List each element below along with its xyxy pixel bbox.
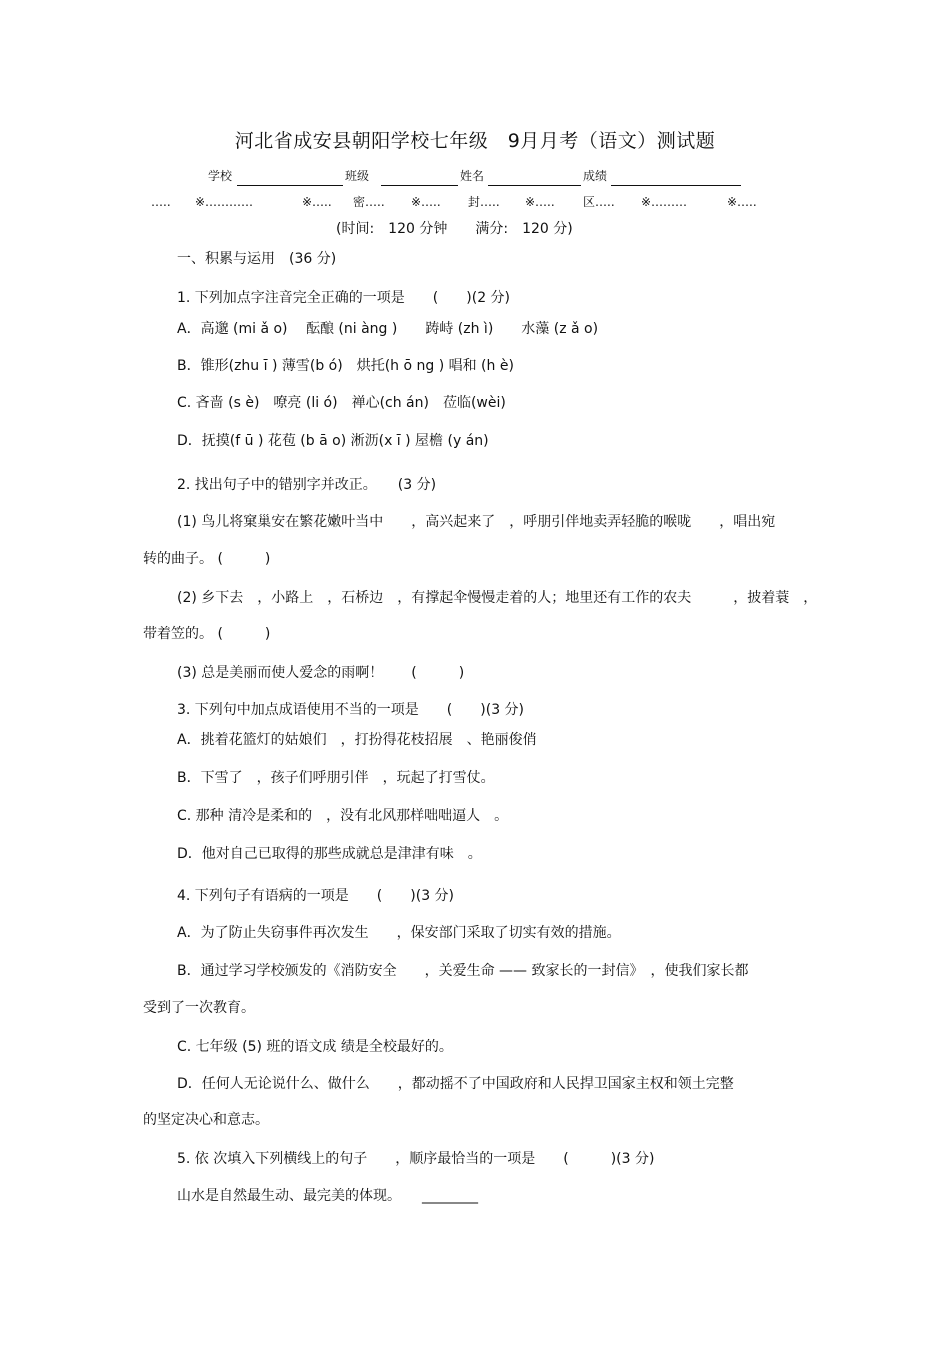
seal-mark: ….. [151, 195, 171, 209]
question-4-stem: 4. 下列句子有语病的一项是 ( )(3 分) [177, 888, 455, 904]
school-label: 学校 [208, 169, 233, 183]
seal-mark: ※….. [727, 195, 757, 209]
question-5-line-1: 山水是自然最生动、最完美的体现。 ________ [177, 1188, 478, 1204]
score-label: 成绩 [583, 169, 608, 183]
question-2-sentence-2: (2) 乡下去 ，小路上 ，石桥边 ，有撑起伞慢慢走着的人；地里还有工作的农夫 ，披着蓑 ， [177, 590, 818, 606]
question-1-stem: 1. 下列加点字注音完全正确的一项是 ( )(2 分) [177, 290, 511, 306]
question-3-option-b: B．下雪了 ，孩子们呼朋引伴 ，玩起了打雪仗。 [177, 770, 495, 786]
question-4-option-b: B．通过学习学校颁发的《消防安全 ，关爱生命 —— 致家长的一封信》 ，使我们家长都 [177, 963, 749, 979]
exam-meta: (时间: 120 分钟 满分: 120 分) [336, 221, 573, 237]
question-3-option-c: C. 那种 清冷是柔和的 ，没有北风那样咄咄逼人 。 [177, 808, 509, 824]
section-heading: 一、积累与运用 (36 分) [177, 251, 337, 267]
seal-mark: 区….. [583, 195, 615, 209]
question-4-option-a: A．为了防止失窃事件再次发生 ，保安部门采取了切实有效的措施。 [177, 925, 621, 941]
question-1-option-d: D．抚摸(f ū ) 花苞 (b ā o) 淅沥(x ī ) 屋檐 (y án) [177, 433, 489, 449]
question-1-option-c: C. 吝啬 (s è) 嘹亮 (li ó) 禅心(ch án) 莅临(wèi) [177, 395, 506, 411]
question-1-option-b: B．锥形(zhu ī ) 薄雪(b ó) 烘托(h ō ng ) 唱和 (h è) [177, 358, 514, 374]
class-field[interactable] [381, 185, 458, 186]
seal-mark: ※….. [411, 195, 441, 209]
question-1-option-a: A．高邈 (mi ǎ o) 酝酿 (ni àng ) 踌峙 (zh ì) 水藻 (z ǎ o) [177, 321, 599, 337]
page-title: 河北省成安县朝阳学校七年级 9月月考（语文）测试题 [234, 130, 716, 152]
question-2-sentence-2-cont: 带着笠的。 ( ) [143, 626, 271, 642]
question-4-option-d-cont: 的坚定决心和意志。 [143, 1112, 269, 1128]
seal-mark: ※….. [525, 195, 555, 209]
question-2-sentence-1: (1) 鸟儿将窠巢安在繁花嫩叶当中 ，高兴起来了 ，呼朋引伴地卖弄轻脆的喉咙 ，唱出宛 [177, 514, 776, 530]
score-field[interactable] [611, 185, 741, 186]
class-label: 班级 [345, 169, 370, 183]
question-3-option-d: D．他对自己已取得的那些成就总是津津有味 。 [177, 846, 482, 862]
question-4-option-d: D．任何人无论说什么、做什么 ，都动摇不了中国政府和人民捍卫国家主权和领土完整 [177, 1076, 734, 1092]
question-2-stem: 2. 找出句子中的错别字并改正。 (3 分) [177, 477, 437, 493]
question-5-stem: 5. 依 次填入下列横线上的句子 ，顺序最恰当的一项是 ( )(3 分) [177, 1151, 655, 1167]
seal-mark: ※….. [302, 195, 332, 209]
question-4-option-c: C. 七年级 (5) 班的语文成 绩是全校最好的。 [177, 1039, 453, 1055]
seal-mark: 封….. [468, 195, 500, 209]
seal-mark: ※……… [641, 195, 688, 209]
seal-mark: ※………… [195, 195, 254, 209]
question-4-option-b-cont: 受到了一次教育。 [143, 1000, 255, 1016]
name-label: 姓名 [460, 169, 485, 183]
name-field[interactable] [488, 185, 581, 186]
question-2-sentence-3: (3) 总是美丽而使人爱念的雨啊！ ( ) [177, 665, 465, 681]
question-3-option-a: A．挑着花篮灯的姑娘们 ，打扮得花枝招展 、艳丽俊俏 [177, 732, 537, 748]
seal-mark: 密….. [353, 195, 385, 209]
question-3-stem: 3. 下列句中加点成语使用不当的一项是 ( )(3 分) [177, 702, 525, 718]
question-2-sentence-1-cont: 转的曲子。 ( ) [143, 551, 271, 567]
school-field[interactable] [237, 185, 343, 186]
